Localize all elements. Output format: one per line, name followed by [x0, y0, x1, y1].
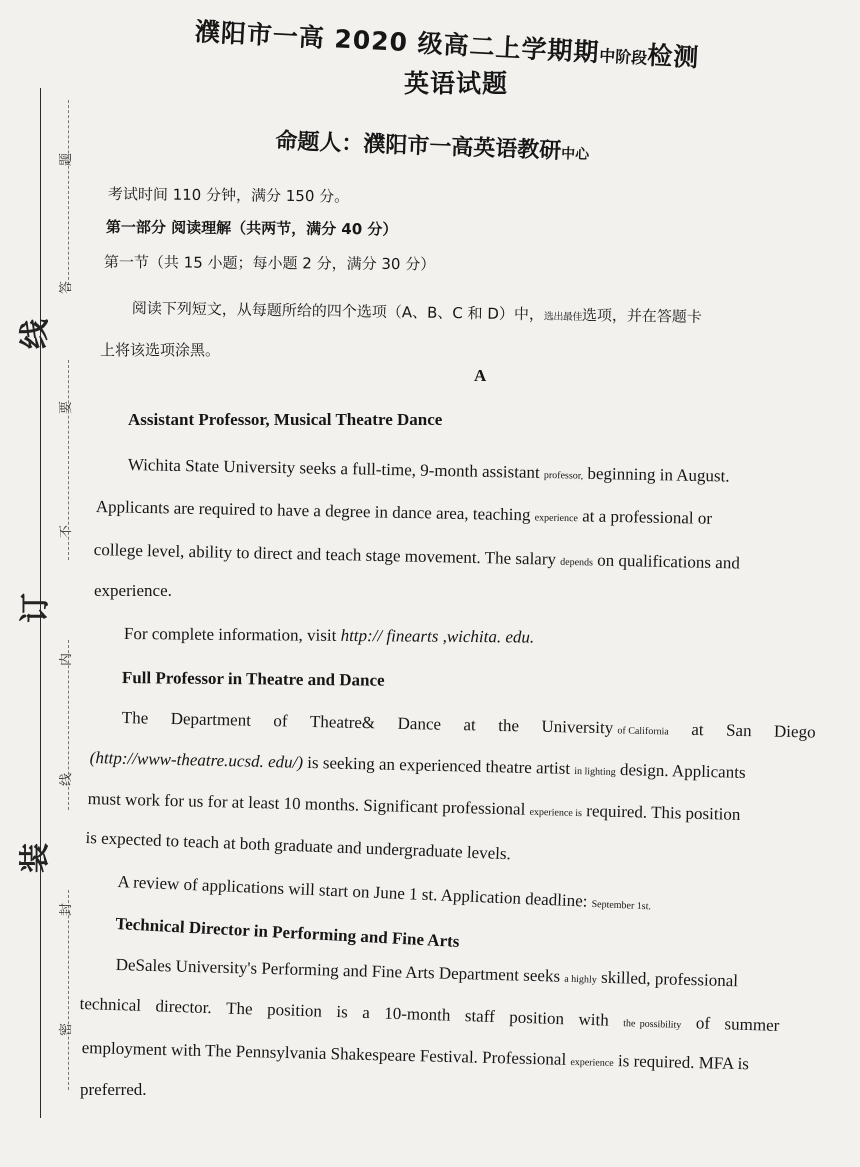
job1-line4: experience.: [94, 581, 172, 600]
job2-word: The: [121, 708, 149, 728]
job3-word: with: [578, 1009, 610, 1030]
job2-line5-b: September 1st.: [591, 898, 652, 913]
job3-line1: [115, 955, 738, 991]
job1-line3-a: college level, ability to direct and teach stage movement. The salary: [93, 540, 557, 569]
directions-blur: 选出最佳: [543, 311, 582, 324]
job2-line2: [90, 748, 746, 783]
job3-word: staff: [464, 1006, 496, 1027]
job3-word: a: [361, 1002, 371, 1023]
exam-title-blurred: 中阶段: [598, 46, 648, 68]
job1-title: Assistant Professor, Musical Theatre Dance: [128, 410, 443, 429]
job1-line1-b: professor,: [543, 469, 584, 482]
binding-dash: [68, 890, 69, 1090]
job1-info: [124, 624, 534, 648]
job3-line3-b: experience: [570, 1056, 614, 1069]
exam-subject: 英语试题: [404, 69, 509, 98]
author-blurred: 中心: [560, 145, 590, 163]
job2-word: of: [273, 711, 288, 731]
job3-word: position: [508, 1007, 565, 1029]
job2-line5: [117, 872, 651, 914]
job2-title: Full Professor in Theatre and Dance: [121, 668, 385, 690]
job2-word: Diego: [773, 721, 816, 742]
job3-title: Technical Director in Performing and Fine Arts: [115, 914, 460, 951]
job2-line2-c: design. Applicants: [619, 760, 746, 782]
job2-line3-a: must work for us for at least 10 months. Significant professional: [87, 789, 526, 819]
job3-line1-a: DeSales University's Performing and Fine Arts Department seeks: [115, 955, 561, 986]
job3-word: director.: [155, 996, 212, 1018]
binding-small-char: 线: [59, 772, 75, 787]
job3-word-blurred: the: [623, 1018, 636, 1030]
exam-title-main: 濮阳市一高 2020 级高二上学期期: [194, 16, 601, 68]
job2-line5-a: A review of applications will start on June 1 st. Application deadline:: [117, 872, 588, 911]
job2-line4: is expected to teach at both graduate and undergraduate levels.: [85, 828, 512, 864]
binding-char-ding: 订: [18, 593, 53, 623]
job1-line2-a: Applicants are required to have a degree in dance area, teaching: [95, 497, 531, 525]
directions-b: 选项，并在答题卡: [581, 306, 703, 326]
job1-line1-c: beginning in August.: [587, 463, 730, 486]
directions-a: 阅读下列短文，从每题所给的四个选项（A、B、C 和 D）中，: [131, 298, 545, 324]
job2-word: at: [463, 715, 476, 735]
job3-line3-c: is required. MFA is: [617, 1051, 750, 1074]
job2-word: Dance: [397, 713, 442, 734]
job2-word: the: [498, 715, 520, 736]
binding-char-xian: 线: [18, 319, 53, 349]
job1-line2-b: experience: [534, 512, 579, 525]
job3-line1-c: skilled, professional: [600, 967, 739, 991]
job3-word: position: [266, 999, 323, 1021]
directions: [132, 297, 702, 327]
job3-word-blurred: possibility: [639, 1018, 682, 1031]
section-one-heading: 第一节（共 15 小题；每小题 2 分，满分 30 分）: [103, 252, 436, 274]
exam-time: 考试时间 110 分钟，满分 150 分。: [107, 184, 350, 206]
author-main: 命题人：濮阳市一高英语教研: [274, 128, 562, 164]
job2-line3-b: experience is: [529, 806, 583, 820]
job3-line3-a: employment with The Pennsylvania Shakespeare Festival. Professional: [81, 1038, 567, 1069]
binding-small-char: 密: [59, 1022, 75, 1037]
job1-line2-c: at a professional or: [582, 506, 713, 528]
binding-small-char: 题: [59, 152, 75, 167]
binding-small-char: 内: [59, 652, 75, 667]
exam-title-end: 检测: [646, 40, 701, 73]
job2-line2-a: is seeking an experienced theatre artist: [302, 752, 571, 778]
job2-word: Department: [170, 709, 252, 730]
passage-label: A: [474, 366, 487, 385]
job3-line1-b: a highly: [564, 973, 597, 986]
part-one-heading: 第一部分 阅读理解（共两节，满分 40 分）: [105, 217, 398, 239]
job2-word: Theatre&: [309, 711, 376, 733]
directions-c: 上将该选项涂黑。: [100, 341, 221, 359]
job2-url[interactable]: (http://www-theatre.ucsd. edu/): [89, 748, 304, 772]
exam-author: [275, 124, 590, 166]
job2-word: University: [541, 716, 614, 738]
job1-line1-a: Wichita State University seeks a full-time, 9-month assistant: [127, 455, 540, 482]
job3-word: 10-month: [384, 1003, 451, 1025]
job1-line1: [128, 455, 808, 488]
job1-info-prefix: For complete information, visit: [123, 624, 341, 645]
job2-word: at: [691, 719, 704, 740]
job3-word: is: [336, 1002, 349, 1022]
job2-line3-c: required. This position: [586, 801, 741, 824]
binding-dash: [68, 100, 69, 290]
job3-word: summer: [724, 1014, 780, 1035]
job2-line1: [122, 708, 816, 743]
job1-info-url[interactable]: http:// finearts ,wichita. edu.: [340, 625, 535, 647]
job1-line2: [96, 497, 811, 531]
binding-small-char: 答: [59, 280, 75, 295]
job3-line2: [79, 994, 779, 1036]
job3-line3: [82, 1038, 750, 1074]
binding-small-char: 不: [59, 524, 75, 539]
job3-word: technical: [79, 994, 142, 1015]
job2-line3: [88, 789, 741, 825]
job2-line2-b: in lighting: [574, 765, 616, 778]
job1-line3-c: on qualifications and: [597, 550, 741, 573]
job3-word: The: [225, 998, 253, 1019]
job3-word: of: [695, 1013, 711, 1033]
job1-line3: [94, 540, 812, 575]
binding-small-char: 封: [59, 902, 75, 917]
binding-char-zhuang: 装: [18, 843, 53, 873]
binding-small-char: 要: [59, 400, 75, 415]
job2-word: San: [725, 720, 752, 741]
job1-line3-b: depends: [560, 556, 594, 569]
job3-line4: preferred.: [80, 1080, 147, 1099]
job2-word-blurred: of California: [617, 725, 669, 738]
